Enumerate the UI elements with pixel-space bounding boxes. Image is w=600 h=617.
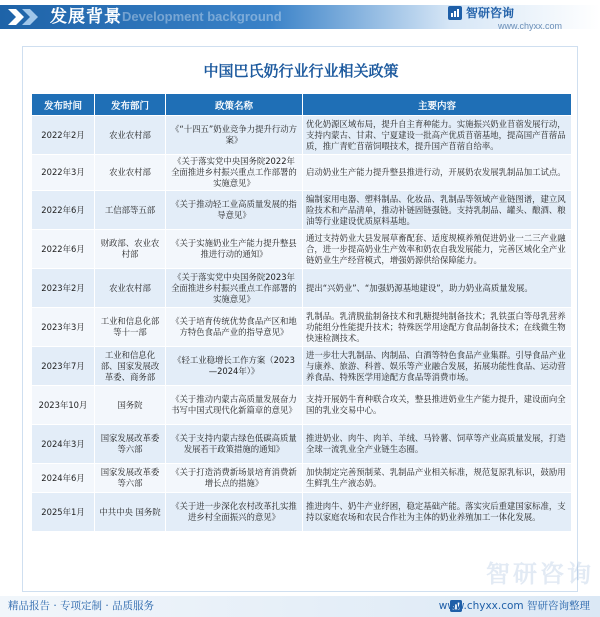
- table-row: [32, 425, 572, 464]
- cell-content: 编制家用电器、塑料制品、化妆品、乳制品等领域产业链图谱，建立风险技术和产品清单，推动补链固链强链。支持乳制品、罐头、酿酒、粮油等行业建设优质原料基地。: [303, 191, 572, 230]
- cell-time: 2023年2月: [32, 269, 95, 308]
- brand-url: www.chyxx.com: [498, 21, 563, 31]
- policy-panel: [22, 46, 578, 592]
- cell-time: 2022年6月: [32, 191, 95, 230]
- cell-dept: 工业和信息化部、国家发展改革委、商务部: [95, 347, 166, 386]
- footer-source: www.chyxx.com 智研咨询整理: [438, 600, 590, 612]
- cell-policy-name: 《关于支持内蒙古绿色低碳高质量发展若干政策措施的通知》: [166, 425, 303, 464]
- cell-time: 2022年6月: [32, 230, 95, 269]
- footer-bar: [0, 596, 600, 617]
- footer-slogan: 精品报告 · 专项定制 · 品质服务: [8, 600, 155, 612]
- cell-policy-name: 《关于推动轻工业高质量发展的指导意见》: [166, 191, 303, 230]
- table-row: [32, 155, 572, 191]
- cell-policy-name: 《轻工业稳增长工作方案（2023—2024年）》: [166, 347, 303, 386]
- cell-time: 2024年6月: [32, 464, 95, 493]
- cell-content: 通过支持奶业大县发展草畜配套、适度规模养殖促进奶业一二三产业融合，进一步提高奶业生产效率和奶农自我发展能力，完善区域化全产业链奶业生产经营模式，增强奶源供给保障能力。: [303, 230, 572, 269]
- cell-content: 提出“兴奶业”、“加强奶源基地建设”，助力奶业高质量发展。: [303, 269, 572, 308]
- cell-time: 2024年3月: [32, 425, 95, 464]
- brand-name: 智研咨询: [466, 6, 515, 20]
- column-header-dept: 发布部门: [95, 94, 166, 116]
- brand-logo-icon: [448, 6, 462, 20]
- cell-content: 乳制品。乳清脱盐制备技术和乳糖提纯制备技术；乳铁蛋白等母乳营养功能组分性能提升技术；特殊医学用途配方食品制备技术；在线微生物快速检测技术。: [303, 308, 572, 347]
- column-header-time: 发布时间: [32, 94, 95, 116]
- table-row: [32, 269, 572, 308]
- table-body: [32, 116, 572, 532]
- table-row: [32, 493, 572, 532]
- header-bar: [0, 0, 600, 34]
- table-header-row: [32, 94, 572, 116]
- cell-time: 2022年3月: [32, 155, 95, 191]
- cell-dept: 中共中央 国务院: [95, 493, 166, 532]
- cell-time: 2022年2月: [32, 116, 95, 155]
- cell-dept: 农业农村部: [95, 269, 166, 308]
- cell-dept: 国家发展改革委等六部: [95, 425, 166, 464]
- cell-content: 推进奶业、肉牛、肉羊、羊绒、马铃薯、饲草等产业高质量发展，打造全球一流乳业全产业链生态圈。: [303, 425, 572, 464]
- section-title: 发展背景: [50, 7, 122, 27]
- cell-dept: 农业农村部: [95, 155, 166, 191]
- cell-dept: 工信部等五部: [95, 191, 166, 230]
- policy-table: [31, 93, 572, 532]
- table-row: [32, 386, 572, 425]
- cell-dept: 国家发展改革委等六部: [95, 464, 166, 493]
- cell-time: 2023年3月: [32, 308, 95, 347]
- cell-content: 支持开展奶牛育种联合攻关，整县推进奶业生产能力提升，建设面向全国的乳业交易中心。: [303, 386, 572, 425]
- cell-policy-name: 《关于落实党中央国务院2023年全面推进乡村振兴重点工作部署的实施意见》: [166, 269, 303, 308]
- cell-policy-name: 《关于实施奶业生产能力提升整县推进行动的通知》: [166, 230, 303, 269]
- cell-dept: 工业和信息化部等十一部: [95, 308, 166, 347]
- cell-dept: 财政部、农业农村部: [95, 230, 166, 269]
- cell-dept: 国务院: [95, 386, 166, 425]
- cell-policy-name: 《“十四五”奶业竞争力提升行动方案》: [166, 116, 303, 155]
- cell-content: 优化奶源区域布局，提升自主育种能力。实施振兴奶业苜蓿发展行动，支持内蒙古、甘肃、宁夏建设一批高产优质苜蓿基地，提高国产苜蓿品质，推广青贮苜蓿饲喂技术，提升国产苜蓿自给率。: [303, 116, 572, 155]
- table-row: [32, 308, 572, 347]
- table-row: [32, 116, 572, 155]
- column-header-content: 主要内容: [303, 94, 572, 116]
- table-row: [32, 347, 572, 386]
- cell-time: 2023年7月: [32, 347, 95, 386]
- double-chevron-icon: [8, 9, 42, 25]
- cell-policy-name: 《关于打造消费新场景培育消费新增长点的措施》: [166, 464, 303, 493]
- table-row: [32, 191, 572, 230]
- cell-policy-name: 《关于推动内蒙古高质量发展奋力书写中国式现代化新篇章的意见》: [166, 386, 303, 425]
- cell-content: 进一步壮大乳制品、肉制品、白酒等特色食品产业集群。引导食品产业与康养、旅游、科普、娱乐等产业融合发展，拓展功能性食品、运动营养食品、特殊医学用途配方食品等消费市场。: [303, 347, 572, 386]
- cell-time: 2025年1月: [32, 493, 95, 532]
- cell-policy-name: 《关于进一步深化农村改革扎实推进乡村全面振兴的意见》: [166, 493, 303, 532]
- watermark: 智研咨询: [486, 560, 594, 588]
- cell-dept: 农业农村部: [95, 116, 166, 155]
- table-title: 中国巴氏奶行业行业相关政策: [203, 62, 399, 80]
- cell-content: 加快制定完善预制菜、乳制品产业相关标准，规范复原乳标识，鼓励用生鲜乳生产液态奶。: [303, 464, 572, 493]
- cell-policy-name: 《关于培育传统优势食品产区和地方特色食品产业的指导意见》: [166, 308, 303, 347]
- section-subtitle-ghost: Development background: [122, 9, 282, 24]
- brand-block: [448, 2, 588, 34]
- cell-time: 2023年10月: [32, 386, 95, 425]
- table-row: [32, 230, 572, 269]
- cell-content: 启动奶业生产能力提升整县推进行动，开展奶农发展乳制品加工试点。: [303, 155, 572, 191]
- cell-policy-name: 《关于落实党中央国务院2022年全面推进乡村振兴重点工作部署的实施意见》: [166, 155, 303, 191]
- cell-content: 推进肉牛、奶牛产业纾困，稳定基础产能。落实灾后重建国家标准，支持以家庭农场和农民合作社为主体的奶业养殖加工一体化发展。: [303, 493, 572, 532]
- column-header-name: 政策名称: [166, 94, 303, 116]
- table-row: [32, 464, 572, 493]
